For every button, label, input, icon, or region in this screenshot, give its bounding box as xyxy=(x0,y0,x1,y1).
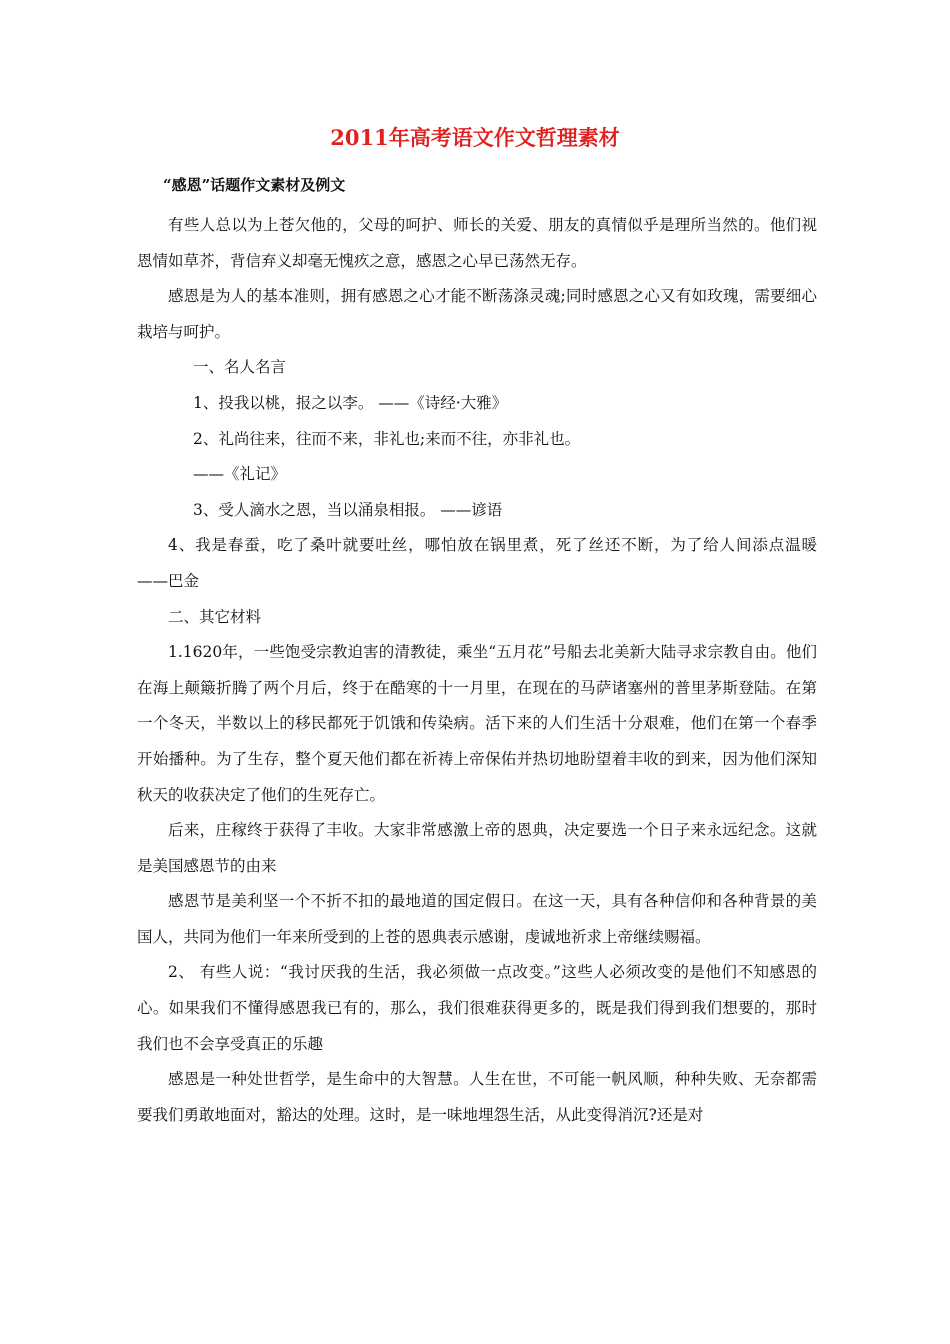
quote-item: 2、礼尚往来，往而不来，非礼也;来而不往，亦非礼也。 xyxy=(193,429,581,448)
document-title: 2011年高考语文作文哲理素材 xyxy=(330,125,620,150)
quote-source: ——《礼记》 xyxy=(193,465,287,484)
paragraph: 后来，庄稼终于获得了丰收。大家非常感激上帝的恩典，决定要选一个日子来永远纪念。这就是美国感恩节的由来 xyxy=(137,821,817,875)
document-body xyxy=(137,208,817,1133)
paragraph: 感恩是为人的基本准则，拥有感恩之心才能不断荡涤灵魂;同时感恩之心又有如玫瑰，需要细心栽培与呵护。 xyxy=(137,287,817,341)
paragraph: 有些人总以为上苍欠他的，父母的呵护、师长的关爱、朋友的真情似乎是理所当然的。他们视恩情如草芥，背信弃义却毫无愧疚之意，感恩之心早已荡然无存。 xyxy=(137,216,817,270)
paragraph: 感恩节是美利坚一个不折不扣的最地道的国定假日。在这一天，具有各种信仰和各种背景的美国人，共同为他们一年来所受到的上苍的恩典表示感谢，虔诚地祈求上帝继续赐福。 xyxy=(137,892,817,946)
document-subtitle: “感恩”话题作文素材及例文 xyxy=(163,176,346,194)
paragraph: 感恩是一种处世哲学，是生命中的大智慧。人生在世，不可能一帆风顺，种种失败、无奈都需要我们勇敢地面对，豁达的处理。这时，是一味地埋怨生活，从此变得消沉?还是对 xyxy=(137,1070,817,1124)
quote-item: 3、受人滴水之恩，当以涌泉相报。 ——谚语 xyxy=(193,500,503,519)
paragraph: 2、 有些人说：“我讨厌我的生活，我必须做一点改变。”这些人必须改变的是他们不知感恩的心。如果我们不懂得感恩我已有的，那么，我们很难获得更多的，既是我们得到我们想要的，那时我们也不会享受真正的乐趣 xyxy=(137,963,817,1053)
section-heading: 一、名人名言 xyxy=(193,358,287,377)
paragraph: 1.1620年，一些饱受宗教迫害的清教徒，乘坐“五月花”号船去北美新大陆寻求宗教自由。他们在海上颠簸折腾了两个月后，终于在酷寒的十一月里，在现在的马萨诸塞州的普里茅斯登陆。在第一个冬天，半数以上的移民都死于饥饿和传染病。活下来的人们生活十分艰难，他们在第一个春季开始播种。为了生存，整个夏天他们都在祈祷上帝保佑并热切地盼望着丰收的到来，因为他们深知秋天的收获决定了他们的生死存亡。 xyxy=(137,643,817,804)
quote-item: 4、我是春蚕，吃了桑叶就要吐丝，哪怕放在锅里煮，死了丝还不断，为了给人间添点温暖 ——巴金 xyxy=(137,536,817,590)
section-heading: 二、其它材料 xyxy=(168,607,262,626)
quote-item: 1、投我以桃，报之以李。 ——《诗经·大雅》 xyxy=(193,393,508,412)
